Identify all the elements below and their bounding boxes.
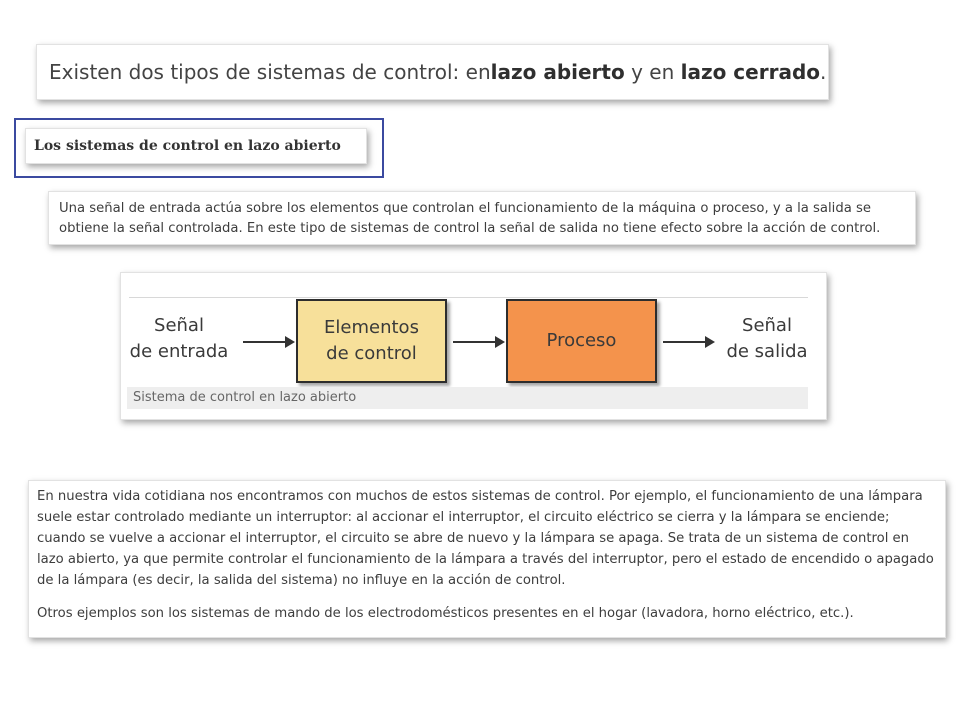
process-label: Proceso — [546, 330, 617, 351]
input-signal-line2: de entrada — [129, 341, 229, 362]
intro-term-closed-loop: lazo cerrado — [680, 60, 821, 84]
diagram-caption: Sistema de control en lazo abierto — [127, 387, 808, 409]
control-elements-box — [296, 299, 447, 383]
intro-term-open-loop: lazo abierto — [490, 60, 625, 84]
intro-banner — [36, 44, 829, 100]
input-signal-line1: Señal — [154, 315, 204, 336]
control-elements-line1: Elementos — [324, 317, 419, 338]
diagram-top-rule — [129, 297, 808, 298]
arrow-process-to-output — [663, 341, 713, 343]
section-heading — [25, 128, 367, 164]
output-signal-line1: Señal — [742, 315, 792, 336]
intro-text-middle: y en — [624, 60, 681, 84]
open-loop-diagram — [120, 272, 827, 420]
process-box — [506, 299, 657, 383]
explanation-card — [28, 480, 946, 638]
explanation-paragraph-1: En nuestra vida cotidiana nos encontramos con muchos de estos sistemas de control. Por ejemplo, el funcionamiento de una lámpara suele estar controlado mediante un interruptor: al accionar el interruptor, el circuito eléctrico se cierra y la lámpara se enciende; cuando se vuelve a accionar el interruptor, el circuito se abre de nuevo y la lámpara se apaga. Se trata de un sistema de control en lazo abierto, ya que permite controlar el funcionamiento de la lámpara a través del interruptor, pero el estado de encendido o apagado de la lámpara (es decir, la salida del sistema) no influye en la acción de control. — [37, 489, 934, 588]
input-signal-label — [121, 313, 237, 365]
arrow-input-to-control — [243, 341, 293, 343]
arrow-control-to-process — [453, 341, 503, 343]
definition-text: Una señal de entrada actúa sobre los elementos que controlan el funcionamiento de la máquina o proceso, y a la salida se obtiene la señal controlada. En este tipo de sistemas de control la señal de salida no tiene efecto sobre la acción de control. — [59, 201, 881, 236]
definition-paragraph — [48, 191, 916, 245]
intro-text-end: . — [820, 60, 827, 84]
explanation-paragraph-2: Otros ejemplos son los sistemas de mando de los electrodomésticos presentes en el hogar (lavadora, horno eléctrico, etc.). — [37, 606, 854, 621]
intro-text-before: Existen dos tipos de sistemas de control: en — [49, 60, 491, 84]
output-signal-line2: de salida — [726, 341, 808, 362]
output-signal-label — [717, 313, 817, 365]
section-heading-text: Los sistemas de control en lazo abierto — [34, 138, 341, 154]
control-elements-line2: de control — [326, 343, 417, 364]
